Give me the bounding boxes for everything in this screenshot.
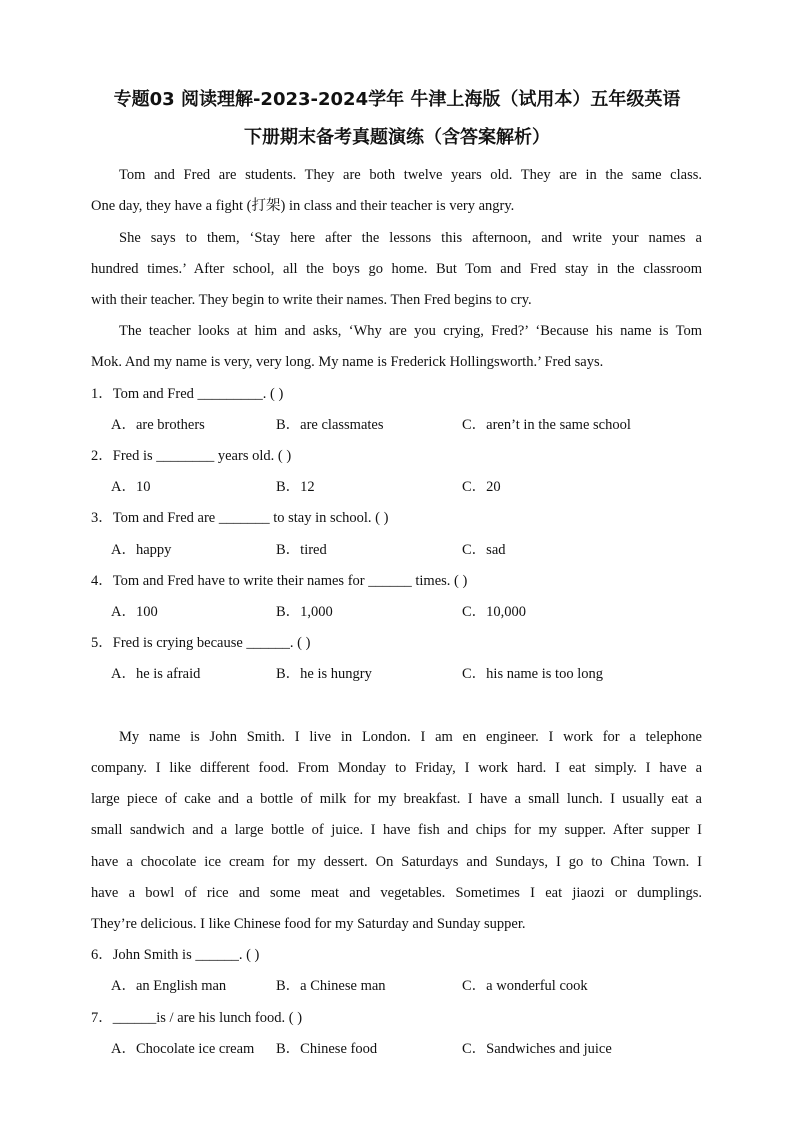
option-7b: B．Chinese food (276, 1041, 378, 1057)
passage1-line: One day, they have a fight (打架) in class and their teacher is very angry. (91, 198, 515, 214)
option-6a: A．an English man (111, 978, 227, 994)
question-4: 4．Tom and Fred have to write their names for ______ times. ( ) (91, 573, 468, 589)
option-5c: C．his name is too long (462, 666, 603, 682)
passage2-line: small sandwich and a large bottle of juice. I have fish and chips for my supper. After supper I (91, 822, 702, 838)
option-7a: A．Chocolate ice cream (111, 1041, 255, 1057)
option-5b: B．he is hungry (276, 666, 372, 682)
option-3c: C．sad (462, 542, 506, 558)
option-6b: B．a Chinese man (276, 978, 386, 994)
passage2-line: have a chocolate ice cream for my dessert. On Saturdays and Sundays, I go to China Town. I (91, 854, 702, 870)
passage1-line: The teacher looks at him and asks, ‘Why are you crying, Fred?’ ‘Because his name is Tom (119, 323, 702, 339)
passage1-line: hundred times.’ After school, all the boys go home. But Tom and Fred stay in the classroom (91, 261, 702, 277)
passage2-line: They’re delicious. I like Chinese food for my Saturday and Sunday supper. (91, 916, 526, 932)
title-line-1: 专题03 阅读理解-2023-2024学年 牛津上海版（试用本）五年级英语 (113, 89, 681, 110)
passage1-line: Mok. And my name is very, very long. My name is Frederick Hollingsworth.’ Fred says. (91, 354, 604, 370)
question-5: 5．Fred is crying because ______. ( ) (91, 635, 311, 651)
option-5a: A．he is afraid (111, 666, 201, 682)
option-1c: C．aren’t in the same school (462, 417, 631, 433)
option-4c: C．10,000 (462, 604, 527, 620)
question-3: 3．Tom and Fred are _______ to stay in school. ( ) (91, 510, 389, 526)
option-7c: C．Sandwiches and juice (462, 1041, 612, 1057)
passage1-line: Tom and Fred are students. They are both twelve years old. They are in the same class. (119, 167, 702, 183)
passage1-line: with their teacher. They begin to write their names. Then Fred begins to cry. (91, 292, 532, 308)
option-1b: B．are classmates (276, 417, 384, 433)
question-2: 2．Fred is ________ years old. ( ) (91, 448, 292, 464)
option-2c: C．20 (462, 479, 501, 495)
option-1a: A．are brothers (111, 417, 205, 433)
option-6c: C．a wonderful cook (462, 978, 588, 994)
option-2a: A．10 (111, 479, 151, 495)
question-1: 1．Tom and Fred _________. ( ) (91, 386, 284, 402)
option-2b: B．12 (276, 479, 315, 495)
option-4a: A．100 (111, 604, 158, 620)
passage2-line: company. I like different food. From Monday to Friday, I work hard. I eat simply. I have a (91, 760, 702, 776)
passage1-line: She says to them, ‘Stay here after the lessons this afternoon, and write your names a (119, 230, 702, 246)
passage2-line: large piece of cake and a bottle of milk for my breakfast. I have a small lunch. I usually eat a (91, 791, 702, 807)
option-3a: A．happy (111, 542, 172, 558)
question-7: 7．______is / are his lunch food. ( ) (91, 1010, 303, 1026)
title-line-2: 下册期末备考真题演练（含答案解析） (244, 127, 550, 148)
passage2-line: have a bowl of rice and some meat and vegetables. Sometimes I eat jiaozi or dumplings. (91, 885, 702, 901)
option-3b: B．tired (276, 542, 327, 558)
passage2-line: My name is John Smith. I live in London. I am en engineer. I work for a telephone (119, 729, 702, 745)
question-6: 6．John Smith is ______. ( ) (91, 947, 260, 963)
option-4b: B．1,000 (276, 604, 333, 620)
